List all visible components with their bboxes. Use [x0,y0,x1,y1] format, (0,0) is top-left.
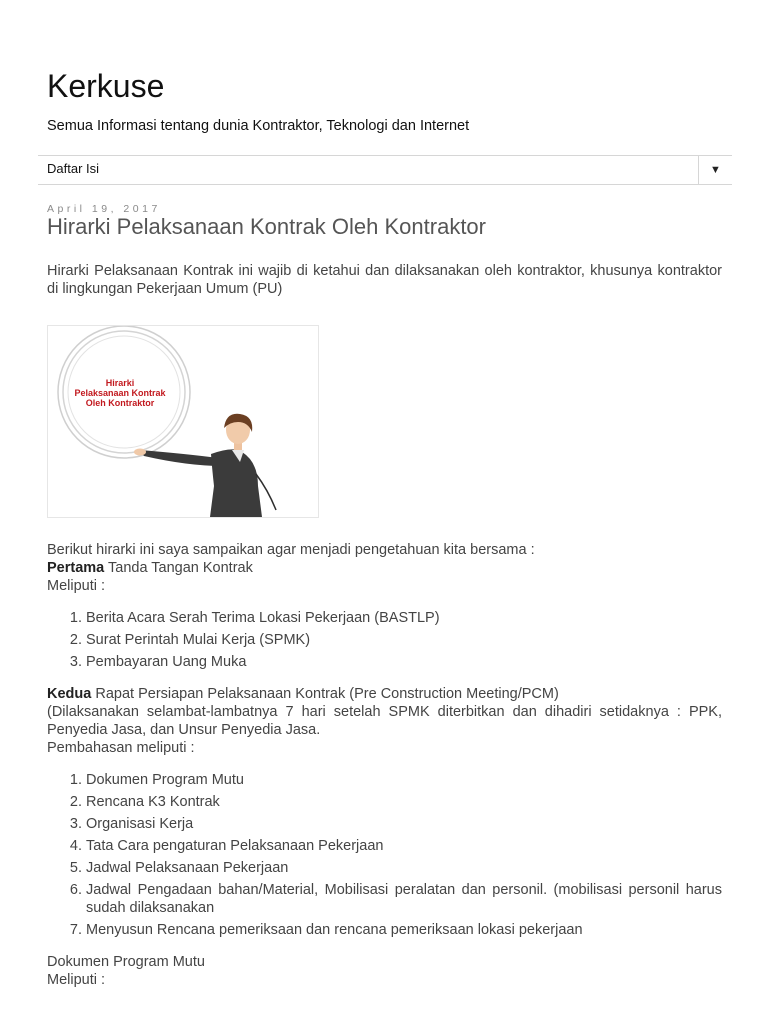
first-list [47,609,722,671]
list-item: 7. Menyusun Rencana pemeriksaan dan rencana pemeriksaan lokasi pekerjaan [86,921,722,939]
list-item: 4. Tata Cara pengaturan Pelaksanaan Pekerjaan [86,837,722,855]
image-text-line-2: Pelaksanaan Kontrak [74,388,166,398]
blog-title[interactable]: Kerkuse [47,68,165,104]
section-first [47,559,722,577]
woman-holding-sign-illustration [48,326,318,517]
second-list [47,771,722,939]
list-item: 6. Jadwal Pengadaan bahan/Material, Mobilisasi peralatan dan personil. (mobilisasi personil harus sudah dilaksanakan [86,881,722,917]
dropdown-arrow-icon[interactable]: ▼ [698,156,732,184]
section-second-label: Kedua [47,686,92,702]
post-date: April 19, 2017 [47,203,161,215]
section-first-note: Meliputi : [47,578,106,594]
image-text-line-3: Oleh Kontraktor [85,398,155,408]
list-item: 1. Dokumen Program Mutu [86,771,722,789]
list-item: 1. Berita Acara Serah Terima Lokasi Pekerjaan (BASTLP) [86,609,722,627]
pages-menu[interactable] [38,155,732,185]
post-intro: Hirarki Pelaksanaan Kontrak ini wajib di ketahui dan dilaksanakan oleh kontraktor, khusunya kontraktor di lingkungan Pekerjaan Umum (PU) [47,263,722,297]
image-text-line-1: Hirarki [105,378,135,388]
list-item: 2. Rencana K3 Kontrak [86,793,722,811]
section-second-note: Pembahasan meliputi : [47,740,195,756]
section-second-text: Rapat Persiapan Pelaksanaan Kontrak (Pre Construction Meeting/PCM) [91,686,559,702]
post-image[interactable] [47,325,319,518]
list-item: 5. Jadwal Pelaksanaan Pekerjaan [86,859,722,877]
lead-text: Berikut hirarki ini saya sampaikan agar menjadi pengetahuan kita bersama : [47,542,535,558]
pages-menu-label[interactable]: Daftar Isi [47,161,100,176]
list-item: 3. Pembayaran Uang Muka [86,653,722,671]
section-second-paren: (Dilaksanakan selambat-lambatnya 7 hari setelah SPMK diterbitkan dan dihadiri setidaknya : PPK, Penyedia Jasa, dan Unsur Penyedia Jasa. [47,704,722,738]
section-first-label: Pertama [47,560,105,576]
list-item: 2. Surat Perintah Mulai Kerja (SPMK) [86,631,722,649]
section-first-text: Tanda Tangan Kontrak [104,560,253,576]
list-item: 3. Organisasi Kerja [86,815,722,833]
section-third: Dokumen Program Mutu [47,954,205,970]
post-body [47,262,722,989]
post-title[interactable]: Hirarki Pelaksanaan Kontrak Oleh Kontraktor [47,214,486,239]
section-third-note: Meliputi : [47,972,106,988]
blog-description: Semua Informasi tentang dunia Kontraktor, Teknologi dan Internet [47,118,470,134]
section-second [47,685,722,703]
